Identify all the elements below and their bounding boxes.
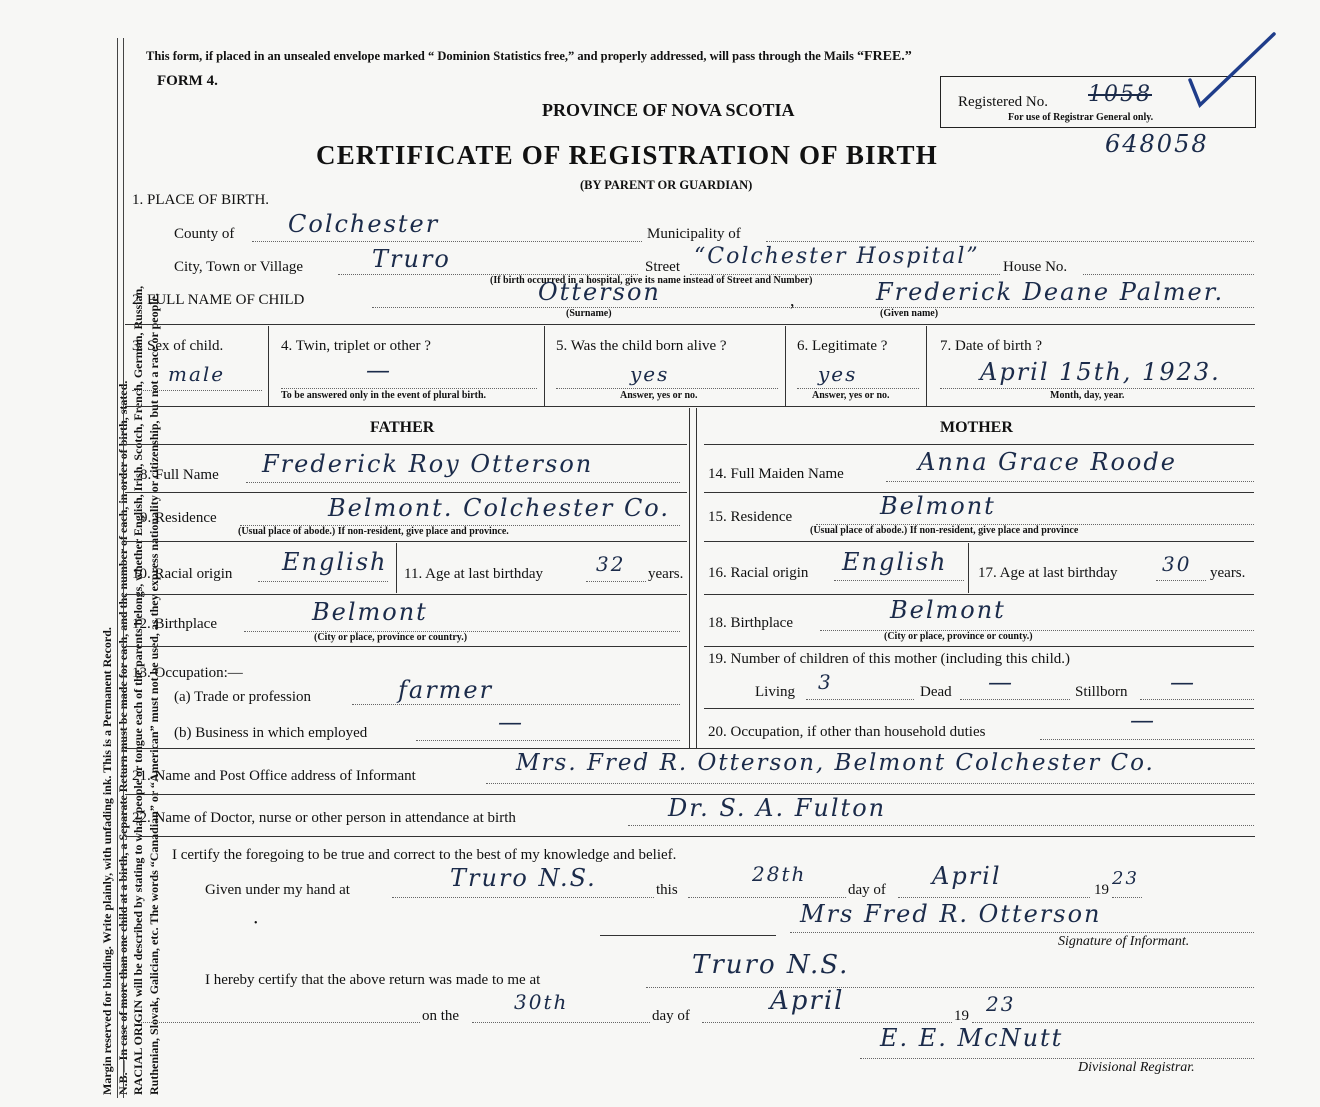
margin-line-3: RACIAL ORIGIN will be described by stating to what people or tongue each of the parents belongs, whether English, Irish, Scotch, French, German, Russian, (131, 285, 145, 1095)
mother-name-value: Anna Grace Roode (918, 448, 1177, 476)
certificate-subtitle: (BY PARENT OR GUARDIAN) (580, 178, 753, 192)
father-racial-value: English (282, 548, 388, 576)
stillborn-label: Stillborn (1075, 684, 1128, 700)
street-value: “Colchester Hospital” (694, 244, 980, 269)
father-trade-value: farmer (398, 676, 494, 704)
county-value: Colchester (288, 210, 440, 238)
father-heading: FATHER (370, 419, 435, 436)
mother-residence-label: 15. Residence (708, 509, 793, 525)
month-value-2: April (770, 986, 845, 1016)
legitimate-value: yes (818, 362, 858, 386)
registrar-signature: E. E. McNutt (880, 1024, 1064, 1052)
father-residence-note: (Usual place of abode.) If non-resident, give place and province. (238, 526, 509, 537)
dead-value: — (988, 668, 1014, 696)
father-racial-label: 10. Racial origin (132, 566, 233, 582)
mother-occupation-label: 20. Occupation, if other than household duties (708, 724, 986, 740)
on-the-value: 30th (514, 990, 569, 1014)
this-day-value: 28th (752, 862, 807, 886)
margin-line-1: Margin reserved for binding. Write plainly, with unfading ink. This is a Permanent Record. (100, 627, 114, 1095)
certificate-title: CERTIFICATE OF REGISTRATION OF BIRTH (316, 140, 938, 170)
father-age-years: years. (648, 566, 684, 582)
mother-age-value: 30 (1162, 552, 1192, 576)
mother-occupation-value: — (1130, 706, 1156, 734)
year-suffix-2: 23 (986, 992, 1016, 1016)
this-label: this (656, 882, 678, 898)
mother-racial-label: 16. Racial origin (708, 565, 809, 581)
father-trade-label: (a) Trade or profession (174, 689, 312, 705)
form-number: FORM 4. (157, 73, 218, 89)
dead-label: Dead (920, 684, 952, 700)
year-suffix: 23 (1112, 868, 1139, 889)
given-name-caption: (Given name) (880, 308, 939, 319)
year-prefix: 19 (1094, 882, 1109, 898)
signature-caption: Signature of Informant. (1058, 934, 1190, 949)
year-prefix-2: 19 (954, 1008, 969, 1024)
place-of-birth-heading: 1. PLACE OF BIRTH. (132, 192, 270, 208)
informant-signature: Mrs Fred R. Otterson (800, 900, 1102, 928)
certification-statement: I certify the foregoing to be true and correct to the best of my knowledge and belief. (172, 847, 677, 863)
street-label: Street (645, 259, 680, 275)
municipality-label: Municipality of (647, 226, 741, 242)
sex-label: 3. Sex of child. (132, 338, 224, 354)
stillborn-value: — (1170, 668, 1196, 696)
surname-caption: (Surname) (566, 308, 612, 319)
mother-birthplace-note: (City or place, province or county.) (884, 631, 1033, 642)
alive-note: Answer, yes or no. (620, 390, 698, 401)
sex-value: male (168, 362, 226, 386)
on-the-label: on the (422, 1008, 460, 1024)
father-residence-value: Belmont. Colchester Co. (328, 494, 670, 522)
stray-dot: • (254, 918, 258, 929)
month-value: April (932, 862, 1002, 890)
attendant-value: Dr. S. A. Fulton (668, 794, 887, 822)
dob-note: Month, day, year. (1050, 390, 1125, 401)
margin-rule-inner (123, 38, 124, 1098)
mother-birthplace-value: Belmont (890, 596, 1006, 624)
margin-line-4: Ruthenian, Slovak, Galician, etc. The words “Canadian” or “American” must not be used, as they express nationality or citizenship, but not a race or people. (146, 293, 161, 1095)
given-under-label: Given under my hand at (205, 882, 350, 898)
father-name-label: 8. Full Name (140, 467, 219, 483)
dob-value: April 15th, 1923. (980, 358, 1221, 386)
registrar-note: For use of Registrar General only. (1008, 112, 1154, 123)
dob-label: 7. Date of birth ? (940, 338, 1043, 354)
county-label: County of (174, 226, 235, 242)
father-business-label: (b) Business in which employed (174, 725, 368, 741)
mother-heading: MOTHER (940, 419, 1013, 436)
day-of-label-2: day of (652, 1008, 690, 1024)
margin-line-2: N.B.—In case of more than one child at a birth, a Separate Return must be made for each, and the number of each, in order of birth, stated. (115, 380, 130, 1095)
father-birthplace-label: 12. Birthplace (132, 616, 217, 632)
mother-birthplace-label: 18. Birthplace (708, 615, 793, 631)
city-label: City, Town or Village (174, 259, 304, 275)
father-occupation-label: 13. Occupation:— (132, 665, 243, 681)
name-separator: , (790, 290, 795, 310)
province-heading: PROVINCE OF NOVA SCOTIA (542, 100, 795, 120)
living-value: 3 (818, 670, 833, 694)
legitimate-note: Answer, yes or no. (812, 390, 890, 401)
mother-name-label: 14. Full Maiden Name (708, 466, 844, 482)
mother-racial-value: English (842, 548, 948, 576)
house-label: House No. (1003, 259, 1068, 275)
alive-value: yes (630, 362, 670, 386)
registered-number: 1058 (1088, 82, 1152, 107)
mother-residence-note: (Usual place of abode.) If non-resident, give place and province (810, 525, 1079, 536)
registered-label: Registered No. (958, 94, 1048, 110)
city-value: Truro (372, 245, 451, 273)
postal-note: This form, if placed in an unsealed envelope marked “ Dominion Statistics free,” and properly addressed, will pass through the Mails “FREE.” (146, 49, 912, 64)
given-place-value: Truro N.S. (450, 864, 597, 892)
father-name-value: Frederick Roy Otterson (262, 450, 594, 478)
margin-rule (117, 38, 118, 1098)
day-of-label: day of (848, 882, 886, 898)
attendant-label: 22. Name of Doctor, nurse or other person in attendance at birth (132, 810, 516, 826)
child-surname: Otterson (538, 278, 661, 306)
father-birthplace-value: Belmont (312, 598, 428, 626)
hospital-note: (If birth occurred in a hospital, give its name instead of Street and Number) (490, 275, 813, 286)
registrar-statement: I hereby certify that the above return was made to me at (205, 972, 541, 988)
legitimate-label: 6. Legitimate ? (797, 338, 888, 354)
father-birthplace-note: (City or place, province or country.) (314, 632, 468, 643)
twin-label: 4. Twin, triplet or other ? (281, 338, 431, 354)
registrar-caption: Divisional Registrar. (1078, 1060, 1195, 1075)
mother-age-label: 17. Age at last birthday (978, 565, 1118, 581)
living-label: Living (755, 684, 795, 700)
father-business-value: — (498, 708, 524, 736)
mother-children-label: 19. Number of children of this mother (including this child.) (708, 651, 1071, 667)
stamp-number: 648058 (1105, 130, 1209, 158)
alive-label: 5. Was the child born alive ? (556, 338, 727, 354)
binding-margin (0, 0, 161, 1107)
father-age-label: 11. Age at last birthday (404, 566, 543, 582)
twin-value: — (366, 356, 392, 384)
twin-note: To be answered only in the event of plural birth. (281, 390, 487, 401)
father-age-value: 32 (596, 552, 626, 576)
father-residence-label: 9. Residence (140, 510, 217, 526)
mother-age-years: years. (1210, 565, 1246, 581)
child-given-name: Frederick Deane Palmer. (876, 278, 1225, 306)
informant-value: Mrs. Fred R. Otterson, Belmont Colchester Co. (516, 750, 1155, 776)
check-mark-icon (1186, 30, 1278, 112)
mother-residence-value: Belmont (880, 492, 996, 520)
informant-label: 21. Name and Post Office address of Informant (132, 768, 416, 784)
registrar-place-value: Truro N.S. (692, 950, 850, 980)
child-name-label: 2. FULL NAME OF CHILD (132, 292, 305, 308)
